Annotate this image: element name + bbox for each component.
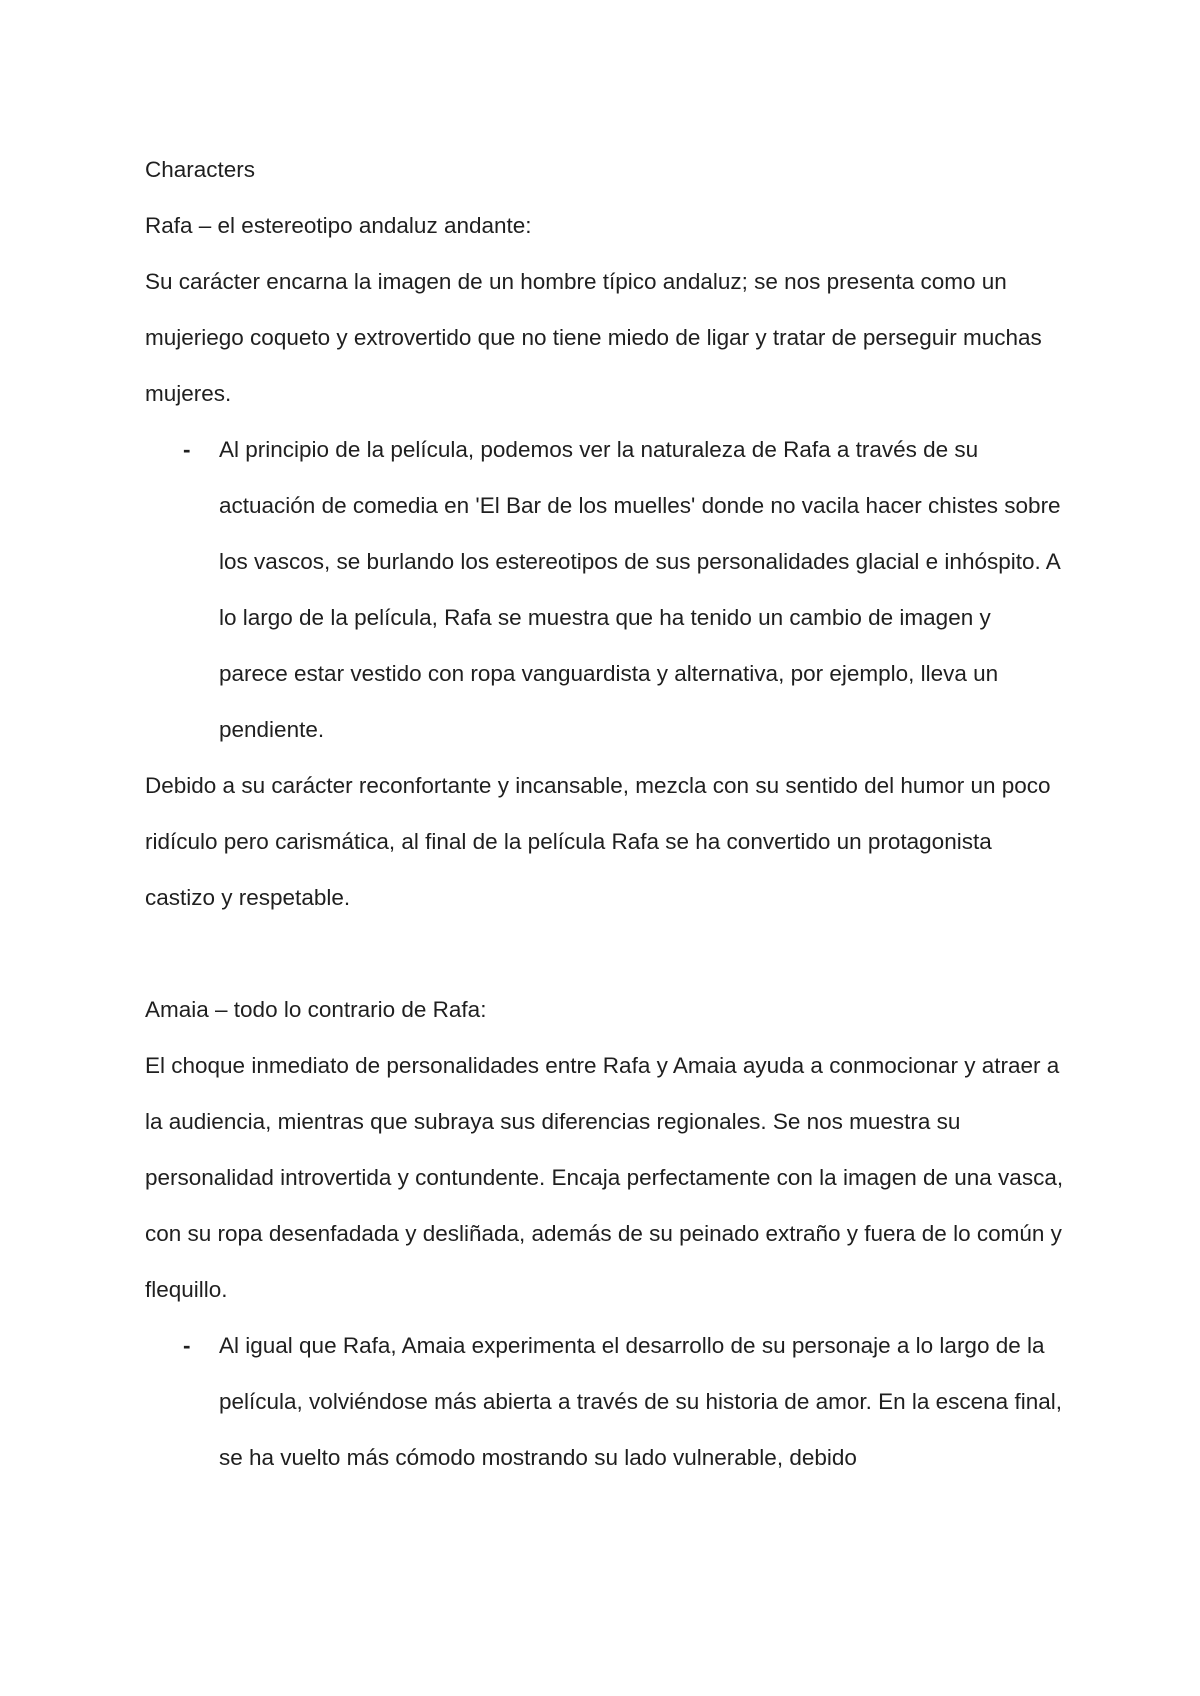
rafa-intro-paragraph: Su carácter encarna la imagen de un hombre típico andaluz; se nos presenta como un mujeriego coqueto y extrovertido que no tiene miedo de ligar y tratar de perseguir muchas mujeres. — [145, 269, 1042, 406]
page-heading: Characters — [145, 157, 256, 182]
bullet-dash-icon: - — [183, 437, 191, 462]
rafa-bullet-text: Al principio de la película, podemos ver la naturaleza de Rafa a través de su actuación de comedia en 'El Bar de los muelles' donde no vacila hacer chistes sobre los vascos, se burlando los estereotipos de sus personalidades glacial e inhóspito. A lo largo de la película, Rafa se muestra que ha tenido un cambio de imagen y parece estar vestido con ropa vanguardista y alternativa, por ejemplo, lleva un pendiente. — [219, 437, 1061, 742]
amaia-bullet-item — [145, 1318, 1065, 1486]
document-body — [145, 142, 1065, 1486]
amaia-bullet-text: Al igual que Rafa, Amaia experimenta el desarrollo de su personaje a lo largo de la película, volviéndose más abierta a través de su historia de amor. En la escena final, se ha vuelto más cómodo mostrando su lado vulnerable, debido — [219, 1333, 1062, 1470]
rafa-section-title: Rafa – el estereotipo andaluz andante: — [145, 213, 532, 238]
amaia-section-title: Amaia – todo lo contrario de Rafa: — [145, 997, 487, 1022]
amaia-intro-paragraph: El choque inmediato de personalidades entre Rafa y Amaia ayuda a conmocionar y atraer a la audiencia, mientras que subraya sus diferencias regionales. Se nos muestra su personalidad introvertida y contundente. Encaja perfectamente con la imagen de una vasca, con su ropa desenfadada y desliñada, además de su peinado extraño y fuera de lo común y flequillo. — [145, 1053, 1064, 1302]
rafa-conclusion-paragraph: Debido a su carácter reconfortante y incansable, mezcla con su sentido del humor un poco ridículo pero carismática, al final de la película Rafa se ha convertido un protagonista castizo y respetable. — [145, 773, 1051, 910]
rafa-bullet-item — [145, 422, 1065, 758]
bullet-dash-icon: - — [183, 1333, 191, 1358]
